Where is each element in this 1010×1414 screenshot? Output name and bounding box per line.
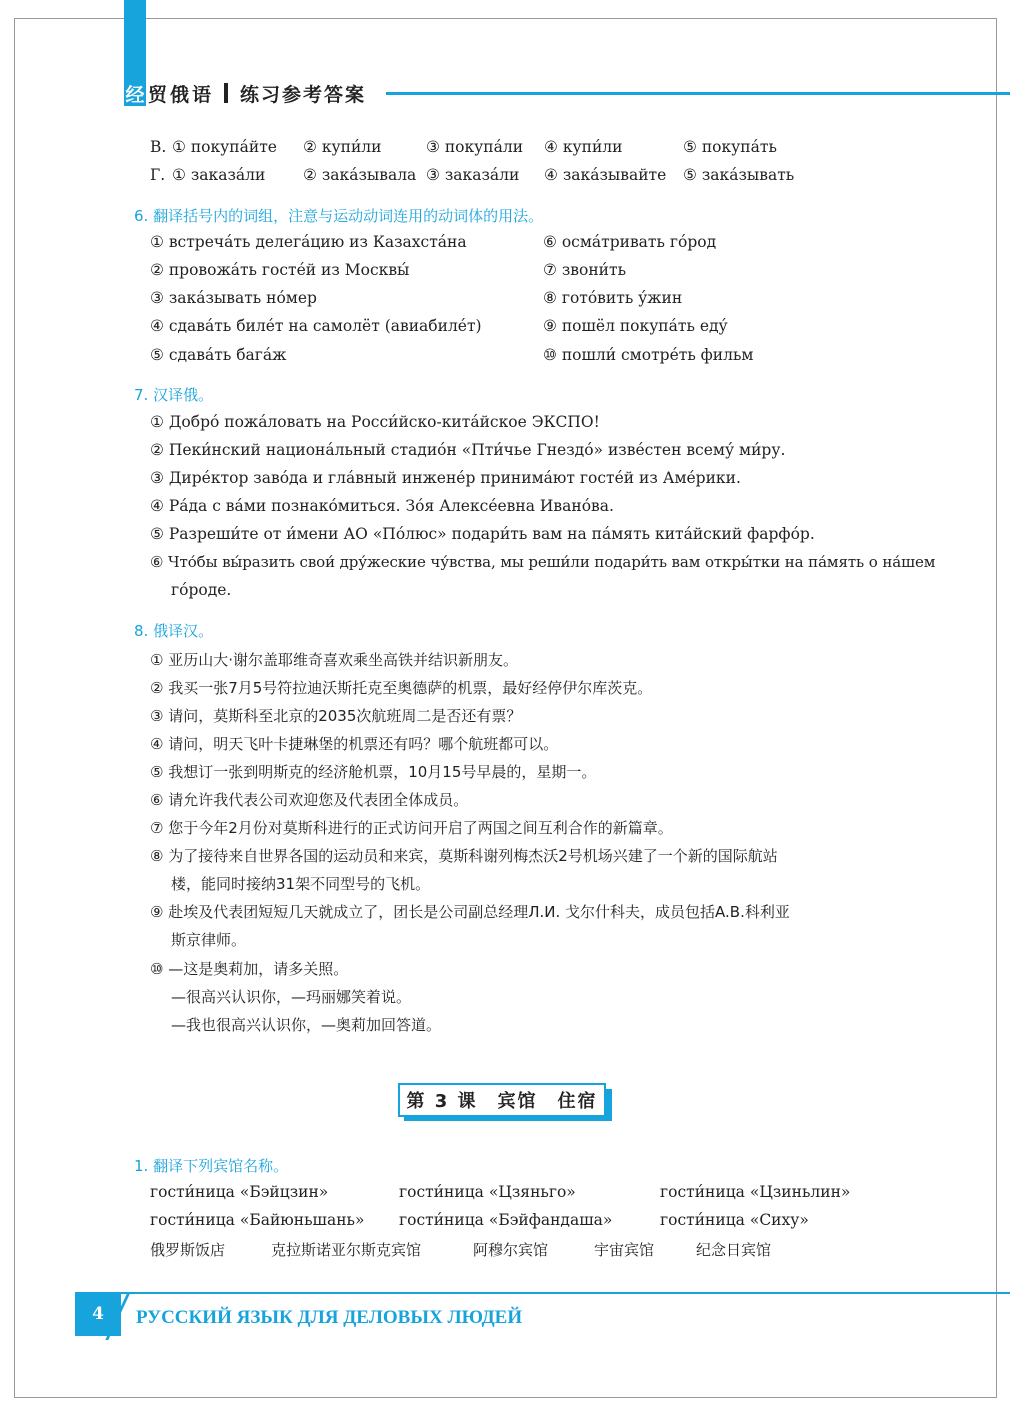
header-badge: 经: [124, 80, 146, 106]
answer-item: ③ заказа́ли: [426, 166, 520, 184]
answer-item: ⑨ пошёл покупа́ть еду́: [543, 317, 728, 335]
header-separator: [224, 83, 228, 103]
answer-item: 克拉斯诺亚尔斯克宾馆: [271, 1241, 422, 1259]
answer-item: гости́ница «Сиху»: [660, 1211, 809, 1229]
answer-item: гости́ница «Бэйцзин»: [150, 1183, 329, 1201]
answer-item: ⑤ зака́зывать: [683, 166, 795, 184]
answer-item: ② купи́ли: [303, 138, 382, 156]
answer-line-cont: го́роде.: [171, 581, 232, 599]
answer-item: ④ купи́ли: [544, 138, 623, 156]
answer-line-cont: —很高兴认识你，—玛丽娜笑着说。: [171, 988, 412, 1006]
lesson-title-box: [398, 1083, 612, 1121]
answer-item: 纪念日宾馆: [696, 1241, 772, 1259]
answer-item: ② провожа́ть госте́й из Москвы́: [150, 261, 410, 279]
page-frame-left: [14, 18, 15, 1398]
page-frame-top: [14, 18, 997, 19]
answer-line: ⑦ 您于今年2月份对莫斯科进行的正式访问开启了两国之间互利合作的新篇章。: [150, 819, 673, 837]
answer-line: ⑤ 我想订一张到明斯克的经济舱机票，10月15号早晨的，星期一。: [150, 763, 597, 781]
answer-line-cont: 楼，能同时接纳31架不同型号的飞机。: [171, 875, 431, 893]
page-header: [124, 78, 366, 108]
page-frame-bottom: [14, 1397, 997, 1398]
answer-line: ① 亚历山大·谢尔盖耶维奇喜欢乘坐高铁并结识新朋友。: [150, 651, 518, 669]
answer-line: ⑥ 请允许我代表公司欢迎您及代表团全体成员。: [150, 791, 469, 809]
row-letter: Г.: [150, 166, 166, 184]
answer-item: ④ зака́зывайте: [544, 166, 667, 184]
row-letter: В.: [150, 138, 167, 156]
answer-item: ① встреча́ть делега́цию из Казахста́на: [150, 233, 467, 251]
page-number: 4: [75, 1292, 121, 1336]
answer-item: 阿穆尔宾馆: [473, 1241, 549, 1259]
answer-line: ③ Дире́ктор заво́да и гла́вный инжене́р принима́ют госте́й из Аме́рики.: [150, 469, 741, 487]
answer-line: ③ 请问，莫斯科至北京的2035次航班周二是否还有票？: [150, 707, 522, 725]
answer-line: ⑤ Разреши́те от и́мени АО «По́люс» подари́ть вам на па́мять кита́йский фарфо́р.: [150, 525, 815, 543]
answer-item: гости́ница «Байюньшань»: [150, 1211, 365, 1229]
exercise-title: 8. 俄译汉。: [134, 622, 214, 640]
answer-item: ④ сдава́ть биле́т на самолёт (авиабиле́т): [150, 317, 482, 335]
answer-item: ② зака́зывала: [303, 166, 417, 184]
exercise-title: 1. 翻译下列宾馆名称。: [134, 1157, 289, 1175]
answer-item: ⑦ звони́ть: [543, 261, 627, 279]
page-frame-right: [996, 18, 997, 1398]
answer-line: ⑧ 为了接待来自世界各国的运动员和来宾，莫斯科谢列梅杰沃2号机场兴建了一个新的国际航站: [150, 847, 778, 865]
answer-item: ⑩ пошли́ смотре́ть фильм: [543, 346, 754, 364]
answer-item: гости́ница «Бэйфандаша»: [399, 1211, 613, 1229]
answer-line: ① Добро́ пожа́ловать на Росси́йско-кита́йское ЭКСПО!: [150, 413, 600, 431]
lesson-title: 第 3 课 宾馆 住宿: [398, 1083, 606, 1117]
answer-line: ⑩ —这是奥莉加，请多关照。: [150, 960, 349, 978]
answer-item: ① заказа́ли: [172, 166, 266, 184]
answer-line: ④ Ра́да с ва́ми познако́миться. Зо́я Алексе́евна Ивано́ва.: [150, 497, 614, 515]
answer-item: ⑤ сдава́ть бага́ж: [150, 346, 287, 364]
header-subtitle: 练习参考答案: [240, 83, 367, 106]
answer-line: ② 我买一张7月5号符拉迪沃斯托克至奥德萨的机票，最好经停伊尔库茨克。: [150, 679, 653, 697]
answer-item: гости́ница «Цзяньго»: [399, 1183, 576, 1201]
answer-line-cont: —我也很高兴认识你，—奥莉加回答道。: [171, 1016, 442, 1034]
answer-line: ② Пеки́нский национа́льный стадио́н «Пти́чье Гнездо́» изве́стен всему́ ми́ру.: [150, 441, 786, 459]
answer-item: ③ зака́зывать но́мер: [150, 289, 317, 307]
answer-item: ⑥ осма́тривать го́род: [543, 233, 717, 251]
answer-item: 宇宙宾馆: [594, 1241, 655, 1259]
answer-line-cont: 斯京律师。: [171, 931, 247, 949]
answer-item: ⑧ гото́вить у́жин: [543, 289, 683, 307]
answer-item: 俄罗斯饭店: [150, 1241, 226, 1259]
answer-line: ⑥ Что́бы вы́разить свои́ дру́жеские чу́вства, мы реши́ли подари́ть вам откры́тки на па́мять о на́шем: [150, 553, 936, 571]
footer-book-title: РУССКИЙ ЯЗЫК ДЛЯ ДЕЛОВЫХ ЛЮДЕЙ: [136, 1307, 523, 1328]
answer-item: ③ покупа́ли: [426, 138, 524, 156]
header-title: 贸俄语: [148, 83, 215, 106]
exercise-title: 7. 汉译俄。: [134, 386, 214, 404]
footer-rule: [75, 1292, 1010, 1294]
answer-item: ① покупа́йте: [172, 138, 277, 156]
exercise-title: 6. 翻译括号内的词组，注意与运动动词连用的动词体的用法。: [134, 207, 544, 225]
answer-item: гости́ница «Цзиньлин»: [660, 1183, 851, 1201]
answer-line: ⑨ 赴埃及代表团短短几天就成立了，团长是公司副总经理Л.И. 戈尔什科夫，成员包括A.B.科利亚: [150, 903, 790, 921]
answer-line: ④ 请问，明天飞叶卡捷琳堡的机票还有吗？哪个航班都可以。: [150, 735, 559, 753]
answer-item: ⑤ покупа́ть: [683, 138, 777, 156]
header-rule: [386, 92, 1010, 95]
